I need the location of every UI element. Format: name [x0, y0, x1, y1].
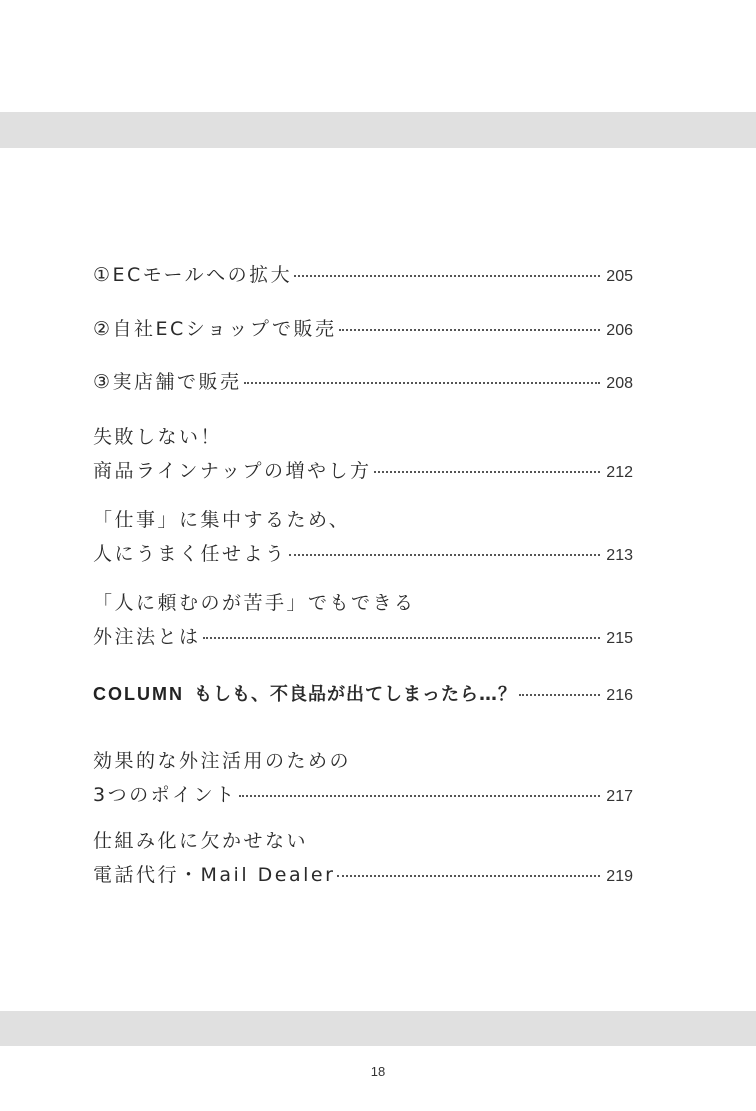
toc-title-line2: 3つのポイント [93, 784, 237, 806]
toc-line [93, 620, 633, 654]
toc-line [93, 586, 633, 620]
toc-entry[interactable] [93, 503, 633, 571]
leader-dots [289, 552, 601, 556]
toc-page: 206 [606, 322, 633, 339]
leader-dots [374, 469, 601, 473]
toc-title: ③実店舗で販売 [93, 371, 242, 393]
leader-dots [519, 692, 600, 696]
leader-dots [339, 327, 601, 331]
toc-line [93, 258, 633, 292]
toc-page: 208 [606, 375, 633, 392]
leader-dots [294, 273, 600, 277]
toc-entry-column[interactable] [93, 677, 633, 711]
page-number: 18 [370, 1064, 386, 1079]
toc-line [93, 365, 633, 399]
toc-page: 213 [606, 547, 633, 564]
toc-title: もしも、不良品が出てしまったら…？ [194, 684, 517, 705]
toc-entry[interactable] [93, 824, 633, 892]
toc-line [93, 454, 633, 488]
toc-title-line2: 商品ラインナップの増やし方 [93, 460, 372, 482]
leader-dots [203, 635, 601, 639]
toc-page: 216 [606, 687, 633, 704]
toc-page: 205 [606, 268, 633, 285]
leader-dots [244, 380, 601, 384]
toc-title-line1: 「人に頼むのが苦手」でもできる [93, 592, 416, 614]
toc-entry[interactable] [93, 586, 633, 654]
toc-entry[interactable] [93, 365, 633, 399]
toc-entry[interactable] [93, 312, 633, 346]
toc-title-line1: 効果的な外注活用のための [93, 750, 352, 772]
toc-entry[interactable] [93, 258, 633, 292]
toc-page: 219 [606, 868, 633, 885]
leader-dots [337, 873, 600, 877]
header-band [0, 112, 756, 148]
toc-page: 215 [606, 630, 633, 647]
toc-line [93, 420, 633, 454]
toc-title: ②自社ECショップで販売 [93, 318, 337, 340]
toc-line [93, 858, 633, 892]
toc-page: 217 [606, 788, 633, 805]
toc-title-line1: 失敗しない！ [93, 426, 223, 448]
toc-title: ①ECモールへの拡大 [93, 264, 293, 286]
toc-line [93, 537, 633, 571]
column-tag: COLUMN [93, 684, 184, 704]
toc-entry[interactable] [93, 744, 633, 812]
toc-title-line1: 仕組み化に欠かせない [93, 830, 309, 852]
toc-line [93, 312, 633, 346]
toc-line [93, 778, 633, 812]
toc-title-line1: 「仕事」に集中するため、 [93, 509, 351, 531]
toc-entry[interactable] [93, 420, 633, 488]
leader-dots [239, 793, 601, 797]
toc-title-line2: 外注法とは [93, 626, 201, 648]
toc-line [93, 824, 633, 858]
toc-title-line2: 電話代行・Mail Dealer [93, 864, 336, 886]
footer-band [0, 1011, 756, 1046]
toc-line [93, 503, 633, 537]
toc-line [93, 744, 633, 778]
toc-title-line2: 人にうまく任せよう [93, 543, 287, 565]
toc-page: 212 [606, 464, 633, 481]
toc-line [93, 677, 633, 711]
